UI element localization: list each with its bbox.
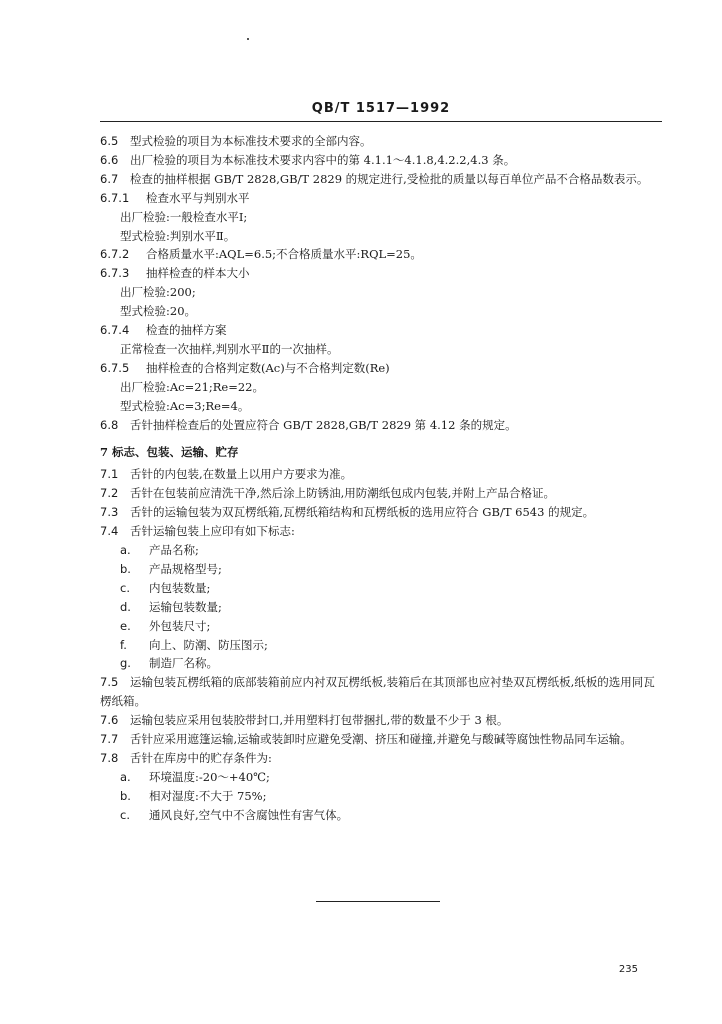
clause-7-8 <box>100 749 662 768</box>
mark-item-a <box>100 541 662 560</box>
mark-item-d <box>100 598 662 617</box>
clause-7-7 <box>100 730 662 749</box>
item-text: 产品名称; <box>149 543 199 558</box>
clause-6-7 <box>100 170 662 189</box>
clause-6-7-5-factory: 出厂检验:Ac=21;Re=22。 <box>120 379 264 394</box>
clause-7-6 <box>100 711 662 730</box>
clause-6-7-1-type: 型式检验:判别水平Ⅱ。 <box>120 228 236 243</box>
clause-text: 检查的抽样根据 GB/T 2828,GB/T 2829 的规定进行,受检批的质量以每百单位产品不合格品数表示。 <box>130 171 649 186</box>
clause-6-5 <box>100 132 662 151</box>
clause-6-7-1-factory: 出厂检验:一般检查水平Ⅰ; <box>120 209 248 224</box>
mark-item-b <box>100 560 662 579</box>
item-text: 通风良好,空气中不含腐蚀性有害气体。 <box>149 807 349 822</box>
clause-number: 7.3 <box>100 505 119 520</box>
item-text: 外包装尺寸; <box>149 618 211 633</box>
item-text: 环境温度:-20～+40℃; <box>149 769 270 784</box>
clause-text: 抽样检查的样本大小 <box>146 266 250 281</box>
item-letter: e. <box>120 618 131 633</box>
clause-number: 7.1 <box>100 467 119 482</box>
clause-6-6 <box>100 151 662 170</box>
clause-7-5 <box>100 673 662 711</box>
item-letter: c. <box>120 807 130 822</box>
item-text: 内包装数量; <box>149 580 211 595</box>
clause-number: 6.7.5 <box>100 360 130 375</box>
clause-number: 7.4 <box>100 524 119 539</box>
clause-7-2 <box>100 484 662 503</box>
page-number: 235 <box>618 964 638 975</box>
clause-text: 舌针应采用遮篷运输,运输或装卸时应避免受潮、挤压和碰撞,并避免与酸碱等腐蚀性物品同车运输。 <box>130 732 632 747</box>
storage-item-b <box>100 787 662 806</box>
clause-text: 舌针的内包装,在数量上以用户方要求为准。 <box>130 467 353 482</box>
clause-number: 6.7.2 <box>100 247 130 262</box>
clause-text: 型式检验的项目为本标准技术要求的全部内容。 <box>130 134 372 148</box>
end-rule <box>316 901 440 902</box>
storage-item-c <box>100 806 662 825</box>
clause-6-7-5-type: 型式检验:Ac=3;Re=4。 <box>120 398 250 413</box>
clause-6-7-3-factory: 出厂检验:200; <box>120 285 196 300</box>
clause-number: 7.7 <box>100 732 119 747</box>
clause-number: 6.5 <box>100 134 119 148</box>
item-text: 向上、防潮、防压图示; <box>149 637 268 652</box>
clause-number: 7.2 <box>100 486 119 501</box>
clause-number: 6.7.3 <box>100 266 130 281</box>
clause-number: 6.7.4 <box>100 323 130 338</box>
mark-item-g <box>100 654 662 673</box>
clause-number: 6.8 <box>100 417 119 432</box>
clause-text: 运输包装瓦楞纸箱的底部装箱前应内衬双瓦楞纸板,装箱后在其顶部也应衬垫双瓦楞纸板,纸板的选用同瓦楞纸箱。 <box>100 675 655 709</box>
clause-text: 舌针在库房中的贮存条件为: <box>130 751 272 765</box>
clause-text: 舌针在包装前应清洗干净,然后涂上防锈油,用防潮纸包成内包装,并附上产品合格证。 <box>130 486 555 501</box>
clause-7-4 <box>100 522 662 541</box>
item-letter: a. <box>120 543 131 558</box>
clause-text: 舌针的运输包装为双瓦楞纸箱,瓦楞纸箱结构和瓦楞纸板的选用应符合 GB/T 6543 的规定。 <box>130 505 595 520</box>
scan-speck <box>247 38 249 40</box>
item-letter: g. <box>120 656 131 671</box>
clause-6-7-3 <box>100 264 662 283</box>
clause-text: 舌针运输包装上应印有如下标志: <box>130 524 295 539</box>
item-letter: f. <box>120 637 127 652</box>
clause-7-1 <box>100 465 662 484</box>
clause-number: 7.6 <box>100 713 119 728</box>
mark-item-c <box>100 579 662 598</box>
clause-number: 7.8 <box>100 751 119 765</box>
clause-text: 舌针抽样检查后的处置应符合 GB/T 2828,GB/T 2829 第 4.12 条的规定。 <box>130 417 517 432</box>
clause-7-3 <box>100 503 662 522</box>
storage-item-a <box>100 768 662 787</box>
clause-text: 检查的抽样方案 <box>146 323 227 338</box>
item-text: 相对湿度:不大于 75%; <box>149 788 267 803</box>
clause-6-7-4-plan: 正常检查一次抽样,判别水平Ⅱ的一次抽样。 <box>120 341 339 356</box>
clause-number: 6.6 <box>100 152 119 167</box>
item-text: 运输包装数量; <box>149 599 222 614</box>
clause-text: 抽样检查的合格判定数(Ac)与不合格判定数(Re) <box>146 360 390 375</box>
clause-number: 6.7 <box>100 171 119 186</box>
clause-6-7-4 <box>100 321 662 340</box>
item-letter: a. <box>120 769 131 784</box>
clause-text: 检查水平与判别水平 <box>146 190 250 205</box>
clause-text: 出厂检验的项目为本标准技术要求内容中的第 4.1.1～4.1.8,4.2.2,4.3 条。 <box>130 152 516 167</box>
clause-6-7-3-type: 型式检验:20。 <box>120 304 197 319</box>
item-text: 产品规格型号; <box>149 561 222 576</box>
clause-6-8 <box>100 416 662 435</box>
item-letter: c. <box>120 580 130 595</box>
clause-6-7-5 <box>100 359 662 378</box>
standard-header: QB/T 1517—1992 <box>311 101 451 116</box>
mark-item-e <box>100 617 662 636</box>
clause-text: 运输包装应采用包装胶带封口,并用塑料打包带捆扎,带的数量不少于 3 根。 <box>130 713 509 728</box>
item-text: 制造厂名称。 <box>149 656 218 671</box>
section-7-title: 7 标志、包装、运输、贮存 <box>100 444 239 459</box>
clause-6-7-2 <box>100 245 662 264</box>
clause-text: 合格质量水平:AQL=6.5;不合格质量水平:RQL=25。 <box>146 247 422 262</box>
header-rule <box>100 121 662 122</box>
document-body <box>100 132 662 825</box>
clause-6-7-1 <box>100 189 662 208</box>
mark-item-f <box>100 636 662 655</box>
item-letter: b. <box>120 561 131 576</box>
clause-number: 7.5 <box>100 675 119 690</box>
item-letter: d. <box>120 599 131 614</box>
clause-number: 6.7.1 <box>100 190 130 205</box>
item-letter: b. <box>120 788 131 803</box>
